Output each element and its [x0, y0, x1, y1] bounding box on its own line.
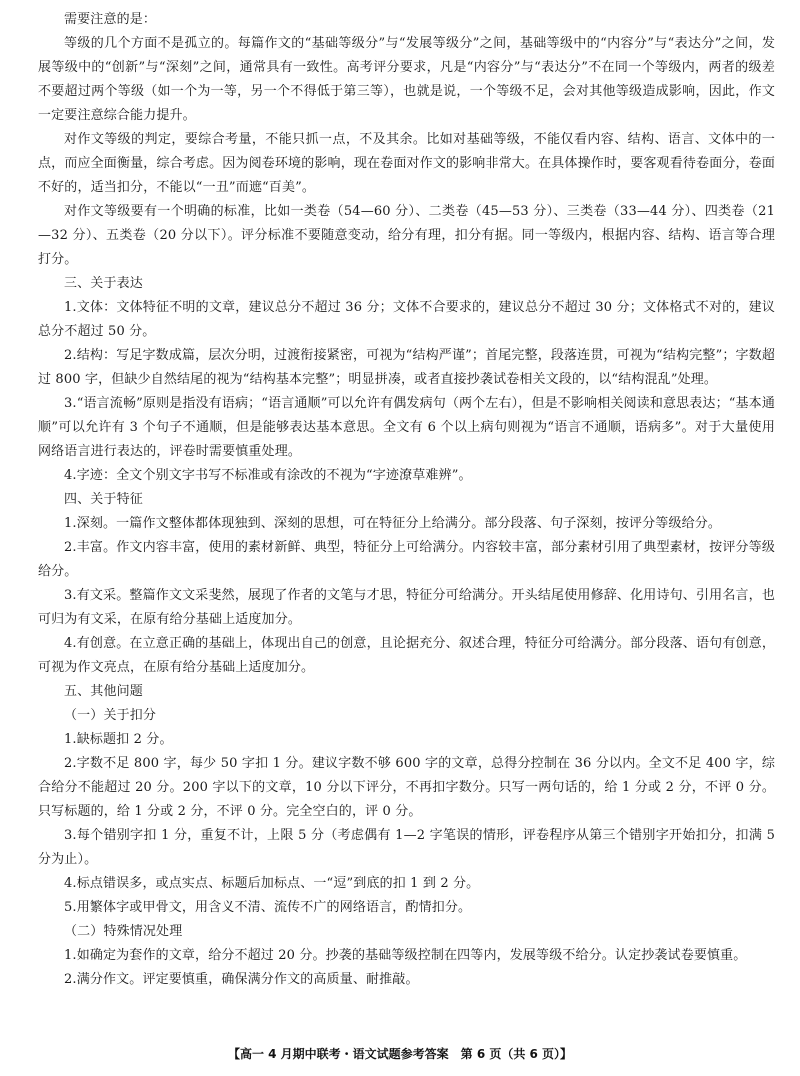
- document-body: [38, 8, 775, 992]
- paragraph: 1.文体：文体特征不明的文章，建议总分不超过 36 分；文体不合要求的，建议总分不超过 30 分；文体格式不对的，建议总分不超过 50 分。: [38, 300, 775, 339]
- section-heading: （一）关于扣分: [64, 708, 157, 723]
- paragraph: 等级的几个方面不是孤立的。每篇作文的“基础等级分”与“发展等级分”之间，基础等级中的“内容分”与“表达分”之间，发展等级中的“创新”与“深刻”之间，通常具有一致性。高考评分要求，凡是“内容分”与“表达分”不在同一个等级内，两者的级差不要超过两个等级（如一个为一等，另一个不得低于第三等），也就是说，一个等级不足，会对其他等级造成影响，因此，作文一定要注意综合能力提升。: [38, 36, 775, 123]
- paragraph: 2.字数不足 800 字，每少 50 字扣 1 分。建议字数不够 600 字的文章，总得分控制在 36 分以内。全文不足 400 字，综合给分不能超过 20 分。200 字以下的文章，10 分以下评分，不再扣字数分。只写一两句话的，给 1 分或 2 分，不评 0 分。只写标题的，给 1 分或 2 分，不评 0 分。完全空白的，评 0 分。: [38, 756, 775, 819]
- paragraph: 2.结构：写足字数成篇，层次分明，过渡衔接紧密，可视为“结构严谨”；首尾完整，段落连贯，可视为“结构完整”；字数超过 800 字，但缺少自然结尾的视为“结构基本完整”；明显拼凑，或者直接抄袭试卷相关文段的，以“结构混乱”处理。: [38, 348, 775, 387]
- paragraph: 对作文等级的判定，要综合考量，不能只抓一点，不及其余。比如对基础等级，不能仅看内容、结构、语言、文体中的一点，而应全面衡量，综合考虑。因为阅卷环境的影响，现在卷面对作文的影响非常大。在具体操作时，要客观看待卷面分，卷面不好的，适当扣分，不能以“一丑”而遮“百美”。: [38, 132, 775, 195]
- paragraph: 1.深刻。一篇作文整体都体现独到、深刻的思想，可在特征分上给满分。部分段落、句子深刻，按评分等级给分。: [64, 516, 722, 531]
- paragraph: 2.满分作文。评定要慎重，确保满分作文的高质量、耐推敲。: [64, 972, 419, 987]
- paragraph: 对作文等级要有一个明确的标准，比如一类卷（54—60 分）、二类卷（45—53 分）、三类卷（33—44 分）、四类卷（21—32 分）、五类卷（20 分以下）。评分标准不要随意变动，给分有理，扣分有据。同一等级内，根据内容、结构、语言等合理打分。: [38, 204, 775, 267]
- section-heading: 四、关于特征: [64, 492, 143, 507]
- paragraph: 5.用繁体字或甲骨文，用含义不清、流传不广的网络语言，酌情扣分。: [64, 900, 472, 915]
- paragraph: 4.标点错误多，或点实点、标题后加标点、一“逗”到底的扣 1 到 2 分。: [64, 876, 480, 891]
- page-footer: 【高一 4 月期中联考・语文试题参考答案 第 6 页（共 6 页）】: [227, 1047, 573, 1061]
- paragraph: 4.字迹：全文个别文字书写不标准或有涂改的不视为“字迹潦草难辨”。: [64, 468, 472, 483]
- section-heading: （二）特殊情况处理: [64, 924, 183, 939]
- section-heading: 三、关于表达: [64, 276, 143, 291]
- paragraph: 3.有文采。整篇作文文采斐然，展现了作者的文笔与才思，特征分可给满分。开头结尾使用修辞、化用诗句、引用名言，也可归为有文采，在原有给分基础上适度加分。: [38, 588, 775, 627]
- section-heading: 五、其他问题: [64, 684, 143, 699]
- paragraph: 4.有创意。在立意正确的基础上，体现出自己的创意，且论据充分、叙述合理，特征分可给满分。部分段落、语句有创意，可视为作文亮点，在原有给分基础上适度加分。: [38, 636, 775, 675]
- paragraph: 1.如确定为套作的文章，给分不超过 20 分。抄袭的基础等级控制在四等内，发展等级不给分。认定抄袭试卷要慎重。: [64, 948, 747, 963]
- paragraph: 1.缺标题扣 2 分。: [64, 732, 173, 747]
- paragraph: 3.每个错别字扣 1 分，重复不计，上限 5 分（考虑偶有 1—2 字笔误的情形，评卷程序从第三个错别字开始扣分，扣满 5 分为止）。: [38, 828, 775, 867]
- paragraph: 需要注意的是：: [64, 12, 157, 27]
- paragraph: 2.丰富。作文内容丰富，使用的素材新鲜、典型，特征分上可给满分。内容较丰富，部分素材引用了典型素材，按评分等级给分。: [38, 540, 775, 579]
- paragraph: 3.“语言流畅”原则是指没有语病；“语言通顺”可以允许有偶发病句（两个左右），但是不影响相关阅读和意思表达；“基本通顺”可以允许有 3 个句子不通顺，但是能够表达基本意思。全文有 6 个以上病句则视为“语言不通顺，语病多”。对于大量使用网络语言进行表达的，评卷时需要慎重处理。: [38, 396, 775, 459]
